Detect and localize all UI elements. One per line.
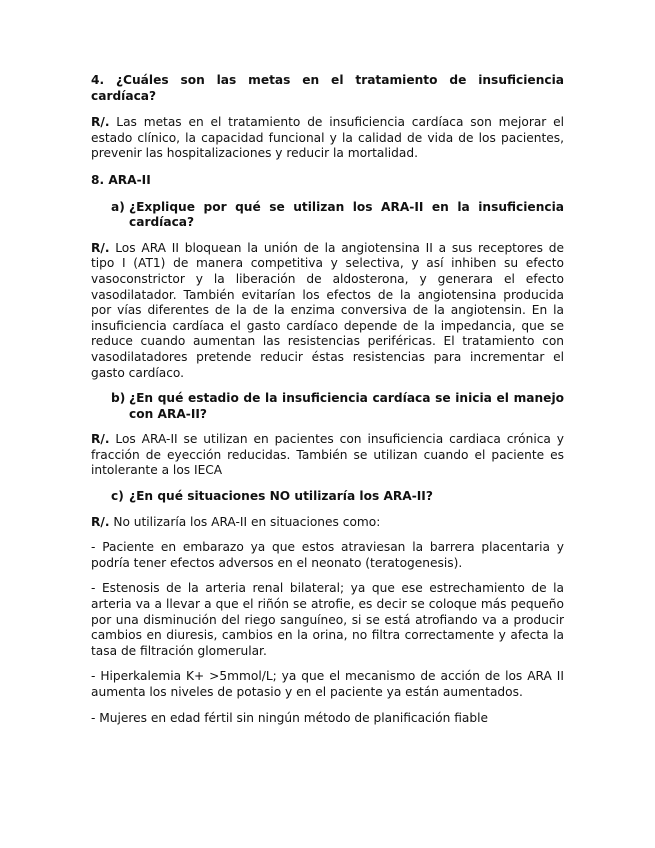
- answer-label: R/.: [91, 432, 110, 447]
- answer-label: R/.: [91, 115, 110, 130]
- list-item: - Estenosis de la arteria renal bilateral; ya que ese estrechamiento de la arteria va a llevar a que el riñón se atrofie, es decir se coloque más pequeño por una disminución del riego sanguíneo, si se está atrofiando va a producir cambios en diuresis, cambios en la orina, no filtra correctamente y afecta la tasa de filtración glomerular.: [91, 581, 564, 658]
- subquestion-c-answer: [91, 515, 564, 531]
- question-8-heading: 8. ARA-II: [91, 172, 151, 187]
- subquestion-text: ¿En qué estadio de la insuficiencia cardíaca se inicia el manejo con ARA-II?: [129, 391, 564, 421]
- answer-text: Las metas en el tratamiento de insuficiencia cardíaca son mejorar el estado clínico, la capacidad funcional y la calidad de vida de los pacientes, prevenir las hospitalizaciones y reducir la mortalidad.: [91, 115, 565, 161]
- subquestion-b: [91, 391, 564, 422]
- subquestion-letter: b): [111, 391, 126, 406]
- subquestion-text: ¿En qué situaciones NO utilizaría los ARA-II?: [129, 489, 433, 504]
- list-item: - Paciente en embarazo ya que estos atraviesan la barrera placentaria y podría tener efectos adversos en el neonato (teratogenesis).: [91, 540, 564, 570]
- subquestion-letter: c): [111, 489, 124, 504]
- question-4-answer: [91, 115, 564, 162]
- subquestion-a-answer: [91, 241, 564, 381]
- subquestion-letter: a): [111, 199, 125, 214]
- answer-text: No utilizaría los ARA-II en situaciones como:: [113, 514, 381, 529]
- list-item: - Mujeres en edad fértil sin ningún método de planificación fiable: [91, 710, 488, 725]
- answer-label: R/.: [91, 240, 110, 255]
- subquestion-text: ¿Explique por qué se utilizan los ARA-II en la insuficiencia cardíaca?: [129, 199, 564, 230]
- answer-text: Los ARA II bloquean la unión de la angiotensina II a sus receptores de tipo I (AT1) de manera competitiva y selectiva, y así inhiben su efecto vasoconstrictor y la liberación de aldosterona, y generara el efecto vasodilatador. También evitarían los efectos de la angiotensina producida por vías diferentes de la de la enzima conversiva de la angiotensin. En la insuficiencia cardíaca el gasto cardíaco depende de la impedancia, que se reduce cuando aumentan las resistencias periféricas. El tratamiento con vasodilatadores pretende reducir éstas resistencias para incrementar el gasto cardíaco.: [91, 240, 564, 380]
- question-4-heading: 4. ¿Cuáles son las metas en el tratamiento de insuficiencia cardíaca?: [91, 73, 564, 103]
- list-item: - Hiperkalemia K+ >5mmol/L; ya que el mecanismo de acción de los ARA II aumenta los niveles de potasio y en el paciente ya están aumentados.: [91, 669, 564, 699]
- document-body: [91, 73, 564, 726]
- subquestion-b-answer: [91, 432, 564, 479]
- answer-text: Los ARA-II se utilizan en pacientes con insuficiencia cardiaca crónica y fracción de eyección reducidas. También se utilizan cuando el paciente es intolerante a los IECA: [91, 432, 565, 478]
- subquestion-c: [91, 489, 564, 505]
- answer-label: R/.: [91, 514, 110, 529]
- subquestion-a: [91, 200, 564, 231]
